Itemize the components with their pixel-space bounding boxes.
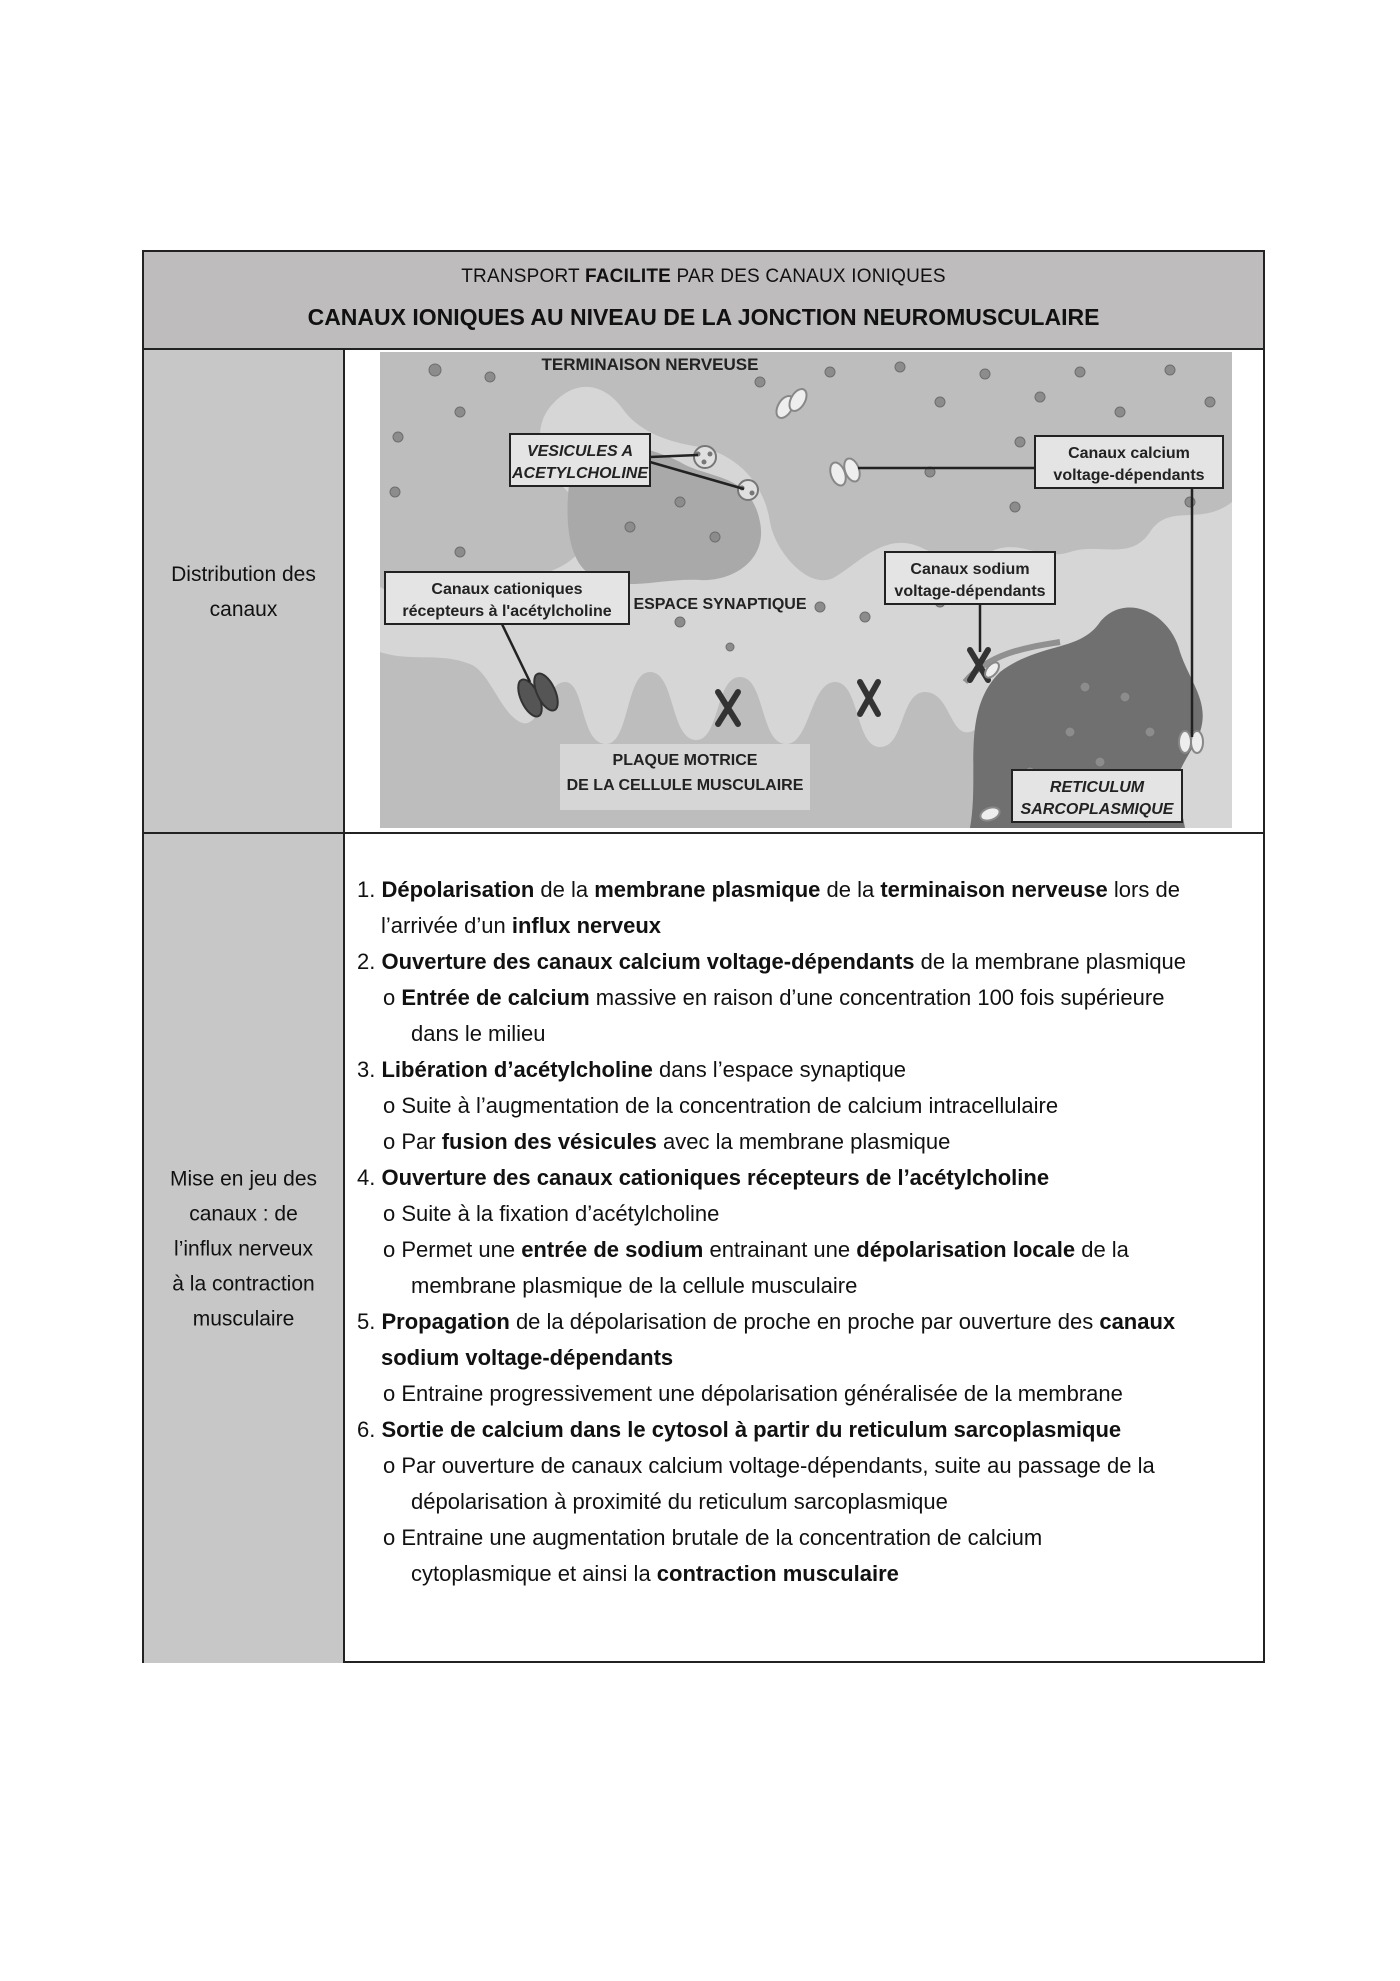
label-calcium-line2: voltage-dépendants — [1053, 467, 1205, 484]
step-text: de la dépolarisation de proche en proche par ouverture des — [509, 1309, 1100, 1334]
step-text: Sortie de calcium dans le cytosol à partir du reticulum sarcoplasmique — [381, 1417, 1122, 1442]
row-label-mise-en-jeu — [144, 834, 345, 1663]
label-plaque-line1: PLAQUE MOTRICE — [612, 752, 758, 769]
header-subtitle — [144, 266, 1263, 288]
step-text: de la — [534, 877, 595, 902]
distribution-label-line: Distribution des — [171, 563, 316, 586]
list-item — [357, 1052, 1257, 1088]
list-item — [357, 1484, 1257, 1520]
label-cationiques-line2: récepteurs à l'acétylcholine — [402, 603, 612, 620]
label-sodium-line1: Canaux sodium — [910, 561, 1030, 578]
label-vesicules-line2: ACETYLCHOLINE — [512, 465, 648, 482]
row-label-distribution — [144, 350, 345, 834]
step-text: o Suite à la fixation d’acétylcholine — [383, 1201, 720, 1226]
step-text: o Permet une — [383, 1237, 522, 1262]
step-text: membrane plasmique de la cellule musculaire — [411, 1273, 858, 1298]
neuromuscular-junction-figure — [380, 352, 1232, 828]
step-text: de la — [1075, 1237, 1129, 1262]
header-subtitle-bold: FACILITE — [585, 266, 672, 287]
label-reticulum-line2: SARCOPLASMIQUE — [1020, 801, 1174, 818]
label-cationiques-line1: Canaux cationiques — [431, 581, 583, 598]
header-subtitle-prefix: TRANSPORT — [461, 266, 580, 287]
mise-label-line: musculaire — [192, 1307, 295, 1330]
label-terminaison: TERMINAISON NERVEUSE — [541, 355, 759, 374]
step-text: membrane plasmique — [594, 877, 821, 902]
list-item — [357, 1556, 1257, 1592]
table-header — [144, 252, 1263, 350]
list-item — [357, 1412, 1257, 1448]
list-item — [357, 1016, 1257, 1052]
steps-list — [357, 872, 1257, 1592]
list-item — [357, 872, 1257, 908]
page-title: CANAUX IONIQUES AU NIVEAU DE LA JONCTION NEUROMUSCULAIRE — [307, 304, 1100, 330]
list-item — [357, 1340, 1257, 1376]
list-item — [357, 1088, 1257, 1124]
list-item — [357, 1160, 1257, 1196]
step-text: Propagation — [381, 1309, 510, 1334]
list-item — [357, 1520, 1257, 1556]
list-item — [357, 1268, 1257, 1304]
list-item — [357, 1448, 1257, 1484]
step-text: l’arrivée d’un — [381, 913, 512, 938]
list-item — [357, 1196, 1257, 1232]
step-text: lors de — [1107, 877, 1180, 902]
label-reticulum-line1: RETICULUM — [1049, 779, 1145, 796]
label-vesicules-line1: VESICULES A — [526, 443, 634, 460]
step-text: sodium voltage-dépendants — [381, 1345, 674, 1370]
step-text: dans l’espace synaptique — [652, 1057, 907, 1082]
mise-label-line: canaux : de — [189, 1202, 298, 1225]
label-calcium-line1: Canaux calcium — [1068, 445, 1190, 462]
step-text: avec la membrane plasmique — [656, 1129, 951, 1154]
label-sodium-line2: voltage-dépendants — [894, 583, 1046, 600]
list-item — [357, 944, 1257, 980]
step-text: o Entraine une augmentation brutale de la concentration de calcium — [383, 1525, 1043, 1550]
step-text: o — [383, 985, 402, 1010]
step-text: o Par — [383, 1129, 442, 1154]
list-item — [357, 980, 1257, 1016]
step-text: Ouverture des canaux calcium voltage-dépendants — [381, 949, 915, 974]
step-text: fusion des vésicules — [441, 1129, 657, 1154]
distribution-label-line: canaux — [209, 598, 278, 621]
list-item — [357, 1232, 1257, 1268]
step-text: entrainant une — [703, 1237, 857, 1262]
step-text: de la membrane plasmique — [914, 949, 1187, 974]
list-item — [357, 1304, 1257, 1340]
step-number: 6. — [357, 1417, 376, 1442]
step-number: 2. — [357, 949, 376, 974]
list-item — [357, 908, 1257, 944]
step-text: Entrée de calcium — [401, 985, 590, 1010]
mise-label-line: à la contraction — [172, 1272, 315, 1295]
document-table — [142, 250, 1265, 1663]
step-number: 3. — [357, 1057, 376, 1082]
step-text: dépolarisation locale — [856, 1237, 1076, 1262]
step-text: o Par ouverture de canaux calcium voltage-dépendants, suite au passage de la — [383, 1453, 1155, 1478]
list-item — [357, 1124, 1257, 1160]
list-item — [357, 1376, 1257, 1412]
step-text: canaux — [1099, 1309, 1176, 1334]
header-subtitle-suffix: PAR DES CANAUX IONIQUES — [676, 266, 946, 287]
step-text: contraction musculaire — [656, 1561, 899, 1586]
step-number: 5. — [357, 1309, 376, 1334]
mise-label-line: Mise en jeu des — [169, 1167, 318, 1190]
step-text: o Entraine progressivement une dépolarisation généralisée de la membrane — [383, 1381, 1123, 1406]
step-text: dépolarisation à proximité du reticulum sarcoplasmique — [411, 1489, 948, 1514]
step-text: cytoplasmique et ainsi la — [411, 1561, 657, 1586]
step-text: Dépolarisation — [381, 877, 535, 902]
step-text: terminaison nerveuse — [880, 877, 1108, 902]
label-espace: ESPACE SYNAPTIQUE — [633, 596, 807, 613]
step-text: dans le milieu — [411, 1021, 546, 1046]
step-text: o Suite à l’augmentation de la concentration de calcium intracellulaire — [383, 1093, 1059, 1118]
step-number: 1. — [357, 877, 376, 902]
step-text: influx nerveux — [511, 913, 661, 938]
step-text: Libération d’acétylcholine — [381, 1057, 653, 1082]
step-text: de la — [820, 877, 881, 902]
step-number: 4. — [357, 1165, 376, 1190]
mise-label-line: l’influx nerveux — [174, 1237, 313, 1260]
label-plaque-line2: DE LA CELLULE MUSCULAIRE — [566, 777, 804, 794]
step-text: entrée de sodium — [521, 1237, 704, 1262]
step-text: massive en raison d’une concentration 100 fois supérieure — [589, 985, 1165, 1010]
step-text: Ouverture des canaux cationiques récepteurs de l’acétylcholine — [381, 1165, 1050, 1190]
